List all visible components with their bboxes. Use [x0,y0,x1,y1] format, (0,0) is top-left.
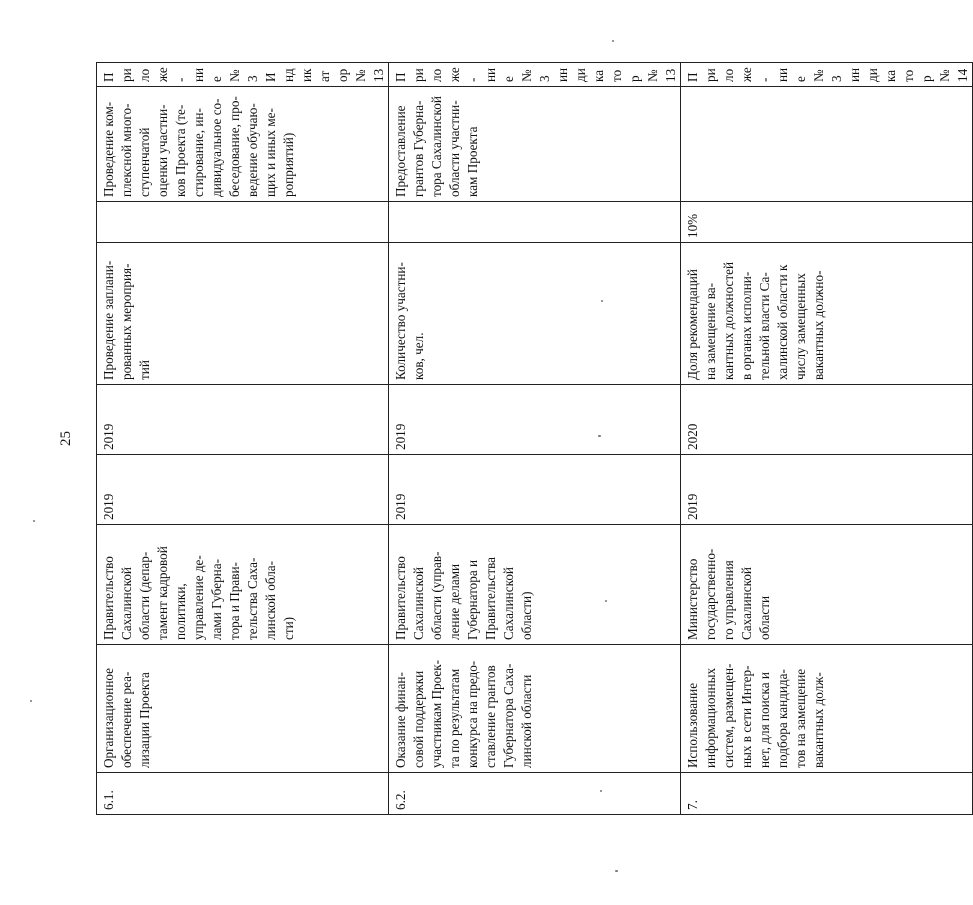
rotated-table-container [96,63,970,815]
scan-speck [601,300,603,302]
scan-speck [605,600,607,602]
start-year-cell: 2019 [97,455,389,525]
executor-cell: Правительство Сахалинской области (депар- тамент кадровой политики, управление де- лами Губерна- тора и Прави- тельства Саха- линской обла- сти) [97,525,389,645]
event-cell: Использование информационных систем, размещен- ных в сети Интер- нет, для поиска и подбора кандида- тов на замещение вакантных долж- [681,645,973,773]
table-row [389,63,681,815]
row-number: 6.1. [97,773,389,815]
link-cell: Приложе- ние № 3 индикатор № 13 [389,63,681,87]
end-year-cell: 2019 [97,385,389,455]
event-cell: Организационное обеспечение реа- лизации Проекта [97,645,389,773]
indicator-cell: Доля рекомендаций на замещение ва- кантных должностей в органах исполни- тельной власти Са- халинской области к числу замещенных вакантных должно- [681,243,973,385]
executor-cell: Министерство государственно- го управления Сахалинской области [681,525,973,645]
scan-speck [598,435,601,437]
table-row [681,63,973,815]
link-cell: Приложе- ние № 3 индикатор № 14 [681,63,973,87]
result-cell [681,87,973,202]
end-year-cell: 2019 [389,385,681,455]
indicator-cell: Количество участни- ков, чел. [389,243,681,385]
row-number: 7. [681,773,973,815]
scan-speck [33,520,35,522]
scan-speck [612,40,614,42]
value-cell: 10% [681,202,973,243]
indicator-cell: Проведение заплани- рованных мероприя- тий [97,243,389,385]
scan-speck [30,700,32,702]
end-year-cell: 2020 [681,385,973,455]
link-cell: Приложе- ние № 3 Индикатор № 13 [97,63,389,87]
value-cell [97,202,389,243]
result-cell: Проведение ком- плексной много- ступенчатой оценки участни- ков Проекта (те- стирование, ин- дивидуальное со- беседование, про- ведение обучаю- щих и иных ме- роприятий) [97,87,389,202]
row-number: 6.2. [389,773,681,815]
table-row [97,63,389,815]
measures-table [96,62,973,815]
result-cell: Предоставление грантов Губерна- тора Сахалинской области участни- кам Проекта [389,87,681,202]
scan-speck [615,870,618,872]
event-cell: Оказание финан- совой поддержки участникам Проек- та по результатам конкурса на предо- ставление грантов Губернатора Саха- линской области [389,645,681,773]
start-year-cell: 2019 [681,455,973,525]
start-year-cell: 2019 [389,455,681,525]
page-number: 25 [57,430,74,446]
value-cell [389,202,681,243]
executor-cell: Правительство Сахалинской области (управ- ление делами Губернатора и Правительства Сахалинской области) [389,525,681,645]
scan-speck [600,790,602,792]
